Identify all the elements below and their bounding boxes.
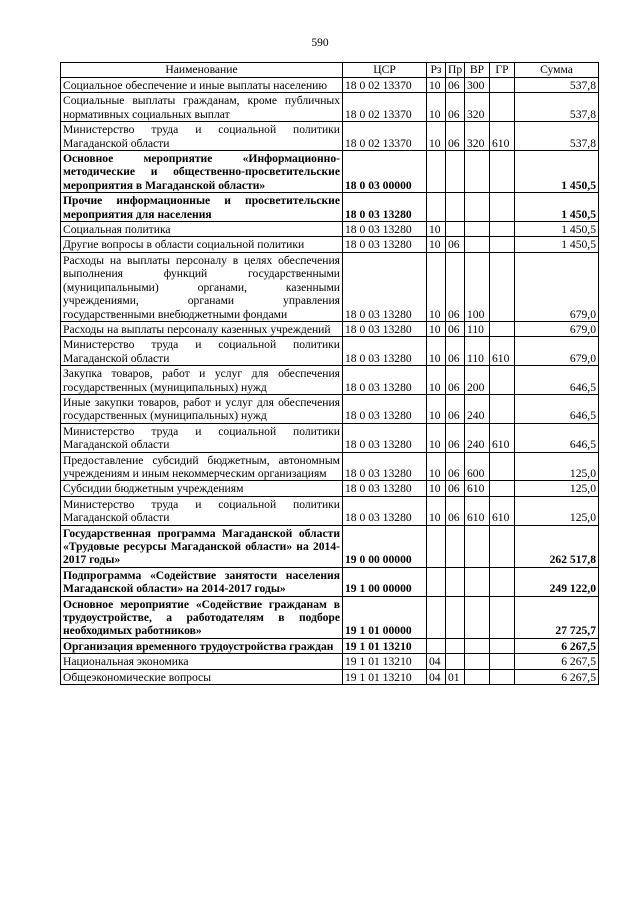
cell-gr (490, 654, 515, 669)
cell-csr: 19 0 00 00000 (343, 525, 427, 567)
cell-pr: 06 (446, 481, 465, 496)
cell-csr: 18 0 03 13280 (343, 222, 427, 237)
cell-vr: 110 (465, 321, 490, 336)
table-row (61, 222, 599, 237)
cell-gr: 610 (490, 337, 515, 366)
cell-pr: 06 (446, 423, 465, 452)
cell-sum: 6 267,5 (515, 669, 599, 684)
cell-vr (465, 567, 490, 596)
cell-pr: 06 (446, 496, 465, 525)
cell-rz: 10 (427, 237, 446, 252)
table-body (61, 78, 599, 685)
cell-rz (427, 638, 446, 653)
cell-rz: 10 (427, 78, 446, 93)
cell-vr: 240 (465, 394, 490, 423)
table-row (61, 423, 599, 452)
cell-vr (465, 638, 490, 653)
cell-name: Закупка товаров, работ и услуг для обеспечения государственных (муниципальных) нужд (61, 366, 343, 395)
cell-vr: 200 (465, 366, 490, 395)
cell-gr: 610 (490, 496, 515, 525)
cell-rz: 10 (427, 252, 446, 321)
cell-csr: 18 0 03 13280 (343, 321, 427, 336)
cell-name: Министерство труда и социальной политики Магаданской области (61, 337, 343, 366)
cell-sum: 679,0 (515, 321, 599, 336)
cell-vr (465, 237, 490, 252)
table-row (61, 567, 599, 596)
cell-csr: 18 0 03 13280 (343, 496, 427, 525)
cell-gr (490, 151, 515, 193)
cell-vr: 240 (465, 423, 490, 452)
cell-csr: 19 1 01 13210 (343, 654, 427, 669)
cell-rz: 10 (427, 423, 446, 452)
cell-sum: 125,0 (515, 481, 599, 496)
cell-gr (490, 93, 515, 122)
cell-pr: 06 (446, 452, 465, 481)
cell-sum: 249 122,0 (515, 567, 599, 596)
cell-pr (446, 151, 465, 193)
cell-sum: 27 725,7 (515, 596, 599, 638)
cell-csr: 19 1 00 00000 (343, 567, 427, 596)
cell-csr: 19 1 01 00000 (343, 596, 427, 638)
budget-table (60, 62, 599, 685)
cell-gr (490, 237, 515, 252)
cell-sum: 646,5 (515, 423, 599, 452)
cell-rz: 10 (427, 394, 446, 423)
cell-pr: 06 (446, 93, 465, 122)
cell-gr (490, 567, 515, 596)
cell-vr (465, 654, 490, 669)
cell-pr: 06 (446, 252, 465, 321)
cell-gr (490, 222, 515, 237)
cell-pr (446, 654, 465, 669)
cell-sum: 125,0 (515, 452, 599, 481)
cell-vr: 610 (465, 481, 490, 496)
cell-name: Социальное обеспечение и иные выплаты населению (61, 78, 343, 93)
table-row (61, 151, 599, 193)
cell-name: Другие вопросы в области социальной политики (61, 237, 343, 252)
cell-gr (490, 638, 515, 653)
cell-sum: 1 450,5 (515, 237, 599, 252)
cell-sum: 679,0 (515, 252, 599, 321)
cell-name: Прочие информационные и просветительские мероприятия для населения (61, 193, 343, 222)
cell-rz: 10 (427, 366, 446, 395)
header-csr: ЦСР (343, 63, 427, 78)
cell-gr (490, 321, 515, 336)
cell-gr (490, 252, 515, 321)
header-row (61, 63, 599, 78)
cell-gr: 610 (490, 423, 515, 452)
cell-gr (490, 669, 515, 684)
cell-csr: 18 0 03 13280 (343, 481, 427, 496)
cell-rz: 10 (427, 321, 446, 336)
cell-sum: 1 450,5 (515, 193, 599, 222)
header-gr: ГР (490, 63, 515, 78)
header-sum: Сумма (515, 63, 599, 78)
cell-vr: 100 (465, 252, 490, 321)
cell-gr: 610 (490, 122, 515, 151)
cell-gr (490, 193, 515, 222)
cell-name: Министерство труда и социальной политики Магаданской области (61, 423, 343, 452)
cell-vr (465, 669, 490, 684)
cell-pr (446, 567, 465, 596)
cell-gr (490, 525, 515, 567)
cell-name: Предоставление субсидий бюджетным, автономным учреждениям и иным некоммерческим организациям (61, 452, 343, 481)
cell-gr (490, 366, 515, 395)
table-row (61, 78, 599, 93)
cell-sum: 679,0 (515, 337, 599, 366)
cell-vr: 320 (465, 122, 490, 151)
cell-csr: 18 0 02 13370 (343, 78, 427, 93)
cell-pr (446, 596, 465, 638)
cell-vr (465, 151, 490, 193)
table-row (61, 394, 599, 423)
cell-name: Субсидии бюджетным учреждениям (61, 481, 343, 496)
cell-pr: 06 (446, 394, 465, 423)
cell-rz: 10 (427, 452, 446, 481)
cell-sum: 646,5 (515, 366, 599, 395)
table-row (61, 93, 599, 122)
cell-rz: 10 (427, 337, 446, 366)
table-row (61, 452, 599, 481)
table-row (61, 496, 599, 525)
table-row (61, 481, 599, 496)
cell-name: Государственная программа Магаданской области «Трудовые ресурсы Магаданской области» на 2014-2017 годы» (61, 525, 343, 567)
cell-rz: 10 (427, 222, 446, 237)
cell-sum: 6 267,5 (515, 638, 599, 653)
table-row (61, 122, 599, 151)
cell-sum: 6 267,5 (515, 654, 599, 669)
table-row (61, 654, 599, 669)
cell-name: Иные закупки товаров, работ и услуг для обеспечения государственных (муниципальных) нужд (61, 394, 343, 423)
cell-name: Основное мероприятие «Содействие гражданам в трудоустройстве, а работодателям в подборе необходимых работников» (61, 596, 343, 638)
cell-pr: 06 (446, 78, 465, 93)
cell-csr: 18 0 02 13370 (343, 122, 427, 151)
cell-rz (427, 525, 446, 567)
header-rz: Рз (427, 63, 446, 78)
cell-gr (490, 481, 515, 496)
cell-name: Подпрограмма «Содействие занятости населения Магаданской области» на 2014-2017 годы» (61, 567, 343, 596)
cell-vr: 600 (465, 452, 490, 481)
cell-sum: 262 517,8 (515, 525, 599, 567)
cell-name: Общеэкономические вопросы (61, 669, 343, 684)
cell-rz (427, 596, 446, 638)
cell-vr: 320 (465, 93, 490, 122)
cell-pr (446, 222, 465, 237)
cell-sum: 537,8 (515, 93, 599, 122)
cell-csr: 18 0 03 13280 (343, 252, 427, 321)
cell-name: Основное мероприятие «Информационно-методические и общественно-просветительские мероприятия в Магаданской области» (61, 151, 343, 193)
cell-rz (427, 151, 446, 193)
cell-pr: 06 (446, 366, 465, 395)
table-row (61, 321, 599, 336)
cell-name: Организация временного трудоустройства граждан (61, 638, 343, 653)
cell-sum: 1 450,5 (515, 151, 599, 193)
cell-csr: 18 0 03 13280 (343, 193, 427, 222)
header-name: Наименование (61, 63, 343, 78)
header-pr: Пр (446, 63, 465, 78)
cell-gr (490, 394, 515, 423)
cell-csr: 18 0 02 13370 (343, 93, 427, 122)
table-row (61, 237, 599, 252)
cell-sum: 646,5 (515, 394, 599, 423)
cell-vr: 610 (465, 496, 490, 525)
cell-name: Расходы на выплаты персоналу казенных учреждений (61, 321, 343, 336)
cell-pr (446, 638, 465, 653)
page-number: 590 (311, 37, 329, 49)
cell-rz: 10 (427, 93, 446, 122)
table-row (61, 638, 599, 653)
cell-csr: 18 0 03 13280 (343, 366, 427, 395)
cell-pr: 06 (446, 237, 465, 252)
cell-name: Социальная политика (61, 222, 343, 237)
cell-rz (427, 193, 446, 222)
cell-pr: 06 (446, 122, 465, 151)
table-row (61, 252, 599, 321)
cell-name: Социальные выплаты гражданам, кроме публичных нормативных социальных выплат (61, 93, 343, 122)
cell-rz: 10 (427, 122, 446, 151)
cell-gr (490, 78, 515, 93)
table-row (61, 337, 599, 366)
table-header (61, 63, 599, 78)
cell-rz: 04 (427, 654, 446, 669)
table-row (61, 525, 599, 567)
cell-rz (427, 567, 446, 596)
cell-name: Расходы на выплаты персоналу в целях обеспечения выполнения функций государственными (муниципальными) органами, казенными учреждениями, органами управления государственными внебюджетными фондами (61, 252, 343, 321)
cell-pr: 01 (446, 669, 465, 684)
cell-pr (446, 525, 465, 567)
cell-vr: 300 (465, 78, 490, 93)
cell-vr (465, 222, 490, 237)
cell-csr: 19 1 01 13210 (343, 669, 427, 684)
cell-csr: 18 0 03 13280 (343, 452, 427, 481)
cell-pr (446, 193, 465, 222)
cell-csr: 18 0 03 13280 (343, 423, 427, 452)
cell-csr: 19 1 01 13210 (343, 638, 427, 653)
cell-gr (490, 596, 515, 638)
cell-name: Национальная экономика (61, 654, 343, 669)
cell-vr (465, 525, 490, 567)
cell-vr (465, 193, 490, 222)
cell-pr: 06 (446, 337, 465, 366)
cell-csr: 18 0 03 13280 (343, 237, 427, 252)
cell-name: Министерство труда и социальной политики Магаданской области (61, 122, 343, 151)
cell-csr: 18 0 03 00000 (343, 151, 427, 193)
cell-name: Министерство труда и социальной политики Магаданской области (61, 496, 343, 525)
header-vr: ВР (465, 63, 490, 78)
table-row (61, 669, 599, 684)
table-row (61, 366, 599, 395)
cell-sum: 1 450,5 (515, 222, 599, 237)
cell-rz: 04 (427, 669, 446, 684)
cell-pr: 06 (446, 321, 465, 336)
table-row (61, 596, 599, 638)
cell-vr (465, 596, 490, 638)
cell-sum: 537,8 (515, 122, 599, 151)
cell-rz: 10 (427, 481, 446, 496)
cell-gr (490, 452, 515, 481)
cell-csr: 18 0 03 13280 (343, 394, 427, 423)
cell-rz: 10 (427, 496, 446, 525)
table-row (61, 193, 599, 222)
cell-csr: 18 0 03 13280 (343, 337, 427, 366)
cell-sum: 125,0 (515, 496, 599, 525)
cell-vr: 110 (465, 337, 490, 366)
cell-sum: 537,8 (515, 78, 599, 93)
